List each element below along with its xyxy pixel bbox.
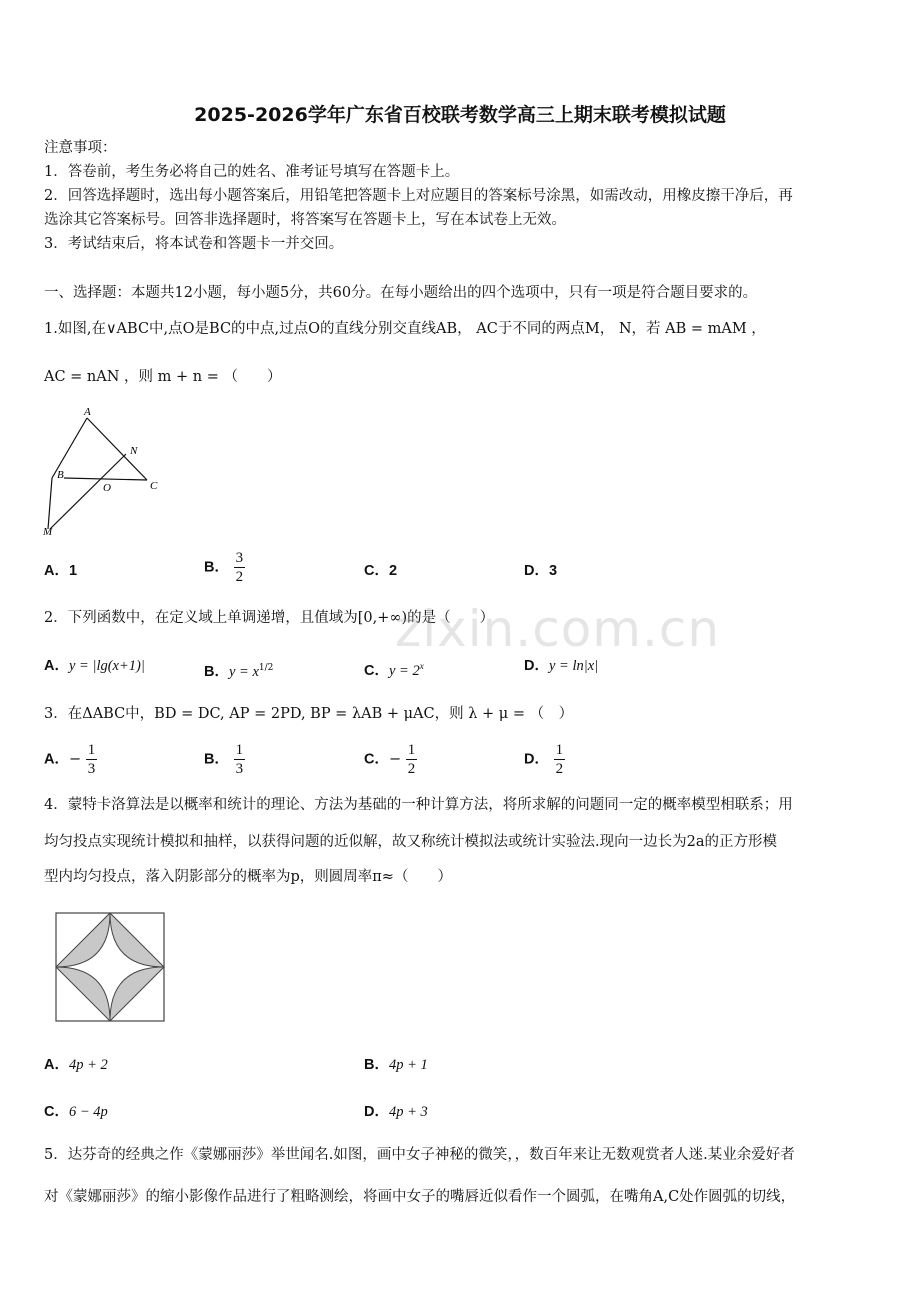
q5-stem-line1: 5．达芬奇的经典之作《蒙娜丽莎》举世闻名.如图，画中女子神秘的微笑，，数百年来让无数观赏者人迷.某业余爱好者 (44, 1147, 795, 1163)
notice-item-2a: 2．回答选择题时，选出每小题答案后，用铅笔把答题卡上对应题目的答案标号涂黑，如需改动，用橡皮擦干净后，再 (44, 188, 793, 204)
q2-stem: 2．下列函数中，在定义域上单调递增，且值域为[0,+∞)的是（ ） (44, 610, 495, 626)
q2-option-a[interactable]: A．y = |lg(x+1)| (44, 658, 145, 674)
q1-option-b-fraction: $\frac{3}{2}$ (235, 550, 244, 585)
q4-option-c[interactable]: C．6 − 4p (44, 1104, 108, 1120)
q1-option-d[interactable]: D．3 (524, 563, 558, 579)
q1-fig-label-o: O (103, 482, 111, 494)
section-heading: 一、选择题：本题共12小题，每小题5分，共60分。在每小题给出的四个选项中，只有一项是符合题目要求的。 (44, 285, 758, 301)
q3-option-b[interactable]: B． $\frac{1}{3}$ (204, 742, 244, 777)
q3-option-a[interactable]: A．− $\frac{1}{3}$ (44, 742, 96, 777)
q1-fig-label-b: B (57, 469, 64, 481)
q1-fig-label-c: C (150, 480, 158, 492)
notice-heading: 注意事项： (44, 140, 117, 156)
q2-option-d[interactable]: D．y = ln|x| (524, 658, 599, 674)
q4-stem-line1: 4．蒙特卡洛算法是以概率和统计的理论、方法为基础的一种计算方法，将所求解的问题同一定的概率模型相联系；用 (44, 797, 793, 813)
q3-option-c[interactable]: C．− $\frac{1}{2}$ (364, 742, 416, 777)
q4-option-a[interactable]: A．4p + 2 (44, 1057, 108, 1073)
q3-option-a-fraction: $\frac{1}{3}$ (87, 742, 96, 777)
q1-fig-label-m: M (43, 526, 53, 538)
q2-option-c[interactable]: C．$y = 2^x$ (364, 661, 424, 679)
q3-option-d-fraction: $\frac{1}{2}$ (555, 742, 564, 777)
q1-option-c[interactable]: C．2 (364, 563, 398, 579)
q1-fig-label-n: N (130, 445, 138, 457)
page-title: 2025-2026学年广东省百校联考数学高三上期末联考模拟试题 (194, 104, 726, 126)
q1-option-b[interactable]: B． $\frac{3}{2}$ (204, 550, 244, 585)
q4-stem-line2: 均匀投点实现统计模拟和抽样，以获得问题的近似解，故又称统计模拟法或统计实验法.现向一边长为2a的正方形模 (44, 834, 777, 850)
q5-stem-line2: 对《蒙娜丽莎》的缩小影像作品进行了粗略测绘，将画中女子的嘴唇近似看作一个圆弧，在嘴角A,C处作圆弧的切线， (44, 1189, 796, 1205)
q3-option-d[interactable]: D． $\frac{1}{2}$ (524, 742, 564, 777)
notice-item-2b: 选涂其它答案标号。回答非选择题时，将答案写在答题卡上，写在本试卷上无效。 (44, 212, 566, 228)
q4-option-d[interactable]: D．4p + 3 (364, 1104, 428, 1120)
q1-stem-line2: AC = nAN ，则 m + n = （ ） (44, 369, 282, 385)
q3-stem: 3．在ΔABC中，BD = DC, AP = 2PD, BP = λAB + μAC，则 λ + μ = （ ） (44, 706, 574, 722)
q4-square-figure (54, 911, 167, 1024)
q4-option-b[interactable]: B．4p + 1 (364, 1057, 428, 1073)
q1-stem-line1: 1.如图,在∨ABC中,点O是BC的中点,过点O的直线分别交直线AB， AC于不同的两点M， N，若 AB = mAM ， (44, 321, 766, 337)
q3-option-b-fraction: $\frac{1}{3}$ (235, 742, 244, 777)
notice-item-3: 3．考试结束后，将本试卷和答题卡一并交回。 (44, 236, 344, 252)
notice-item-1: 1．答卷前，考生务必将自己的姓名、准考证号填写在答题卡上。 (44, 164, 460, 180)
q3-option-c-fraction: $\frac{1}{2}$ (407, 742, 416, 777)
q1-fig-label-a: A (84, 406, 91, 418)
q4-stem-line3: 型内均匀投点，落入阴影部分的概率为p，则圆周率π≈（ ） (44, 869, 452, 885)
q2-option-b[interactable]: B．$y = x^{1/2}$ (204, 663, 274, 680)
watermark: zixin.com.cn (395, 600, 721, 658)
q1-option-a[interactable]: A．1 (44, 563, 78, 579)
q1-triangle-figure (40, 405, 170, 540)
